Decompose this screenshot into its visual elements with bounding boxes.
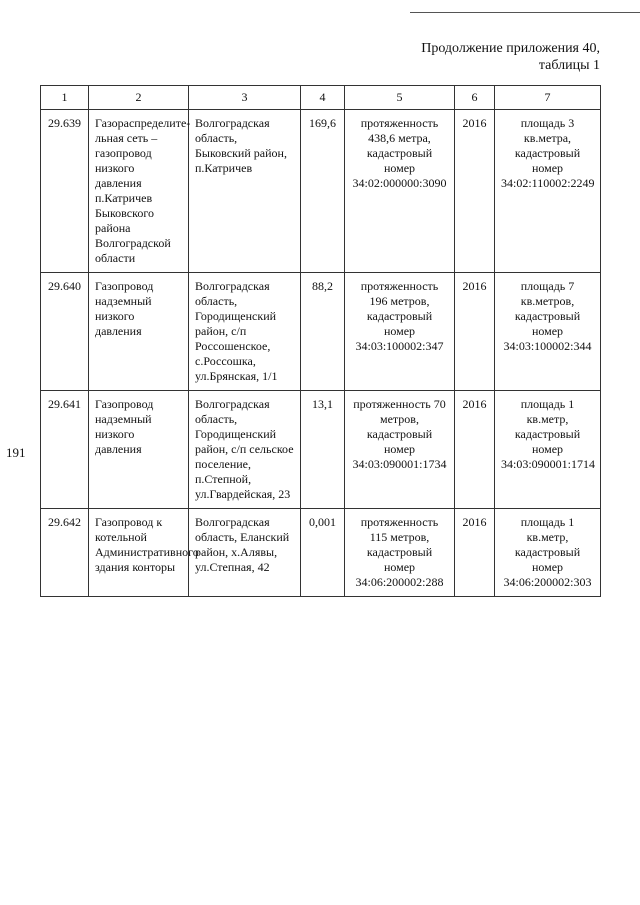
row-number: 29.641 — [41, 391, 89, 509]
top-rule — [410, 12, 640, 13]
col-header-3: 3 — [189, 86, 301, 110]
object-name: Газопровод надземный низкого давления — [89, 273, 189, 391]
land-info: площадь 1 кв.метр, кадастровый номер 34:06:200002:303 — [495, 509, 601, 597]
col-header-2: 2 — [89, 86, 189, 110]
object-year: 2016 — [455, 110, 495, 273]
col-header-4: 4 — [301, 86, 345, 110]
object-value: 13,1 — [301, 391, 345, 509]
object-name: Газопровод надземный низкого давления — [89, 391, 189, 509]
object-year: 2016 — [455, 273, 495, 391]
object-name: Газопровод к котельной Административного здания конторы — [89, 509, 189, 597]
object-address: Волгоградская область, Городищенский район, с/п сельское поселение, п.Степной, ул.Гвардейская, 23 — [189, 391, 301, 509]
heading-line-1: Продолжение приложения 40, — [421, 41, 600, 56]
object-characteristics: протяженность 115 метров, кадастровый номер 34:06:200002:288 — [345, 509, 455, 597]
land-info: площадь 7 кв.метров, кадастровый номер 34:03:100002:344 — [495, 273, 601, 391]
land-info: площадь 3 кв.метра, кадастровый номер 34:02:110002:2249 — [495, 110, 601, 273]
object-value: 0,001 — [301, 509, 345, 597]
row-number: 29.642 — [41, 509, 89, 597]
object-address: Волгоградская область, Еланский район, х.Алявы, ул.Степная, 42 — [189, 509, 301, 597]
table-row — [41, 273, 601, 391]
page-number: 191 — [6, 445, 26, 460]
object-year: 2016 — [455, 509, 495, 597]
table-row — [41, 110, 601, 273]
object-address: Волгоградская область, Быковский район, п.Катричев — [189, 110, 301, 273]
object-name: Газораспределите-льная сеть – газопровод низкого давления п.Катричев Быковского района Волгоградской области — [89, 110, 189, 273]
heading-line-2: таблицы 1 — [538, 58, 600, 73]
object-characteristics: протяженность 70 метров, кадастровый номер 34:03:090001:1734 — [345, 391, 455, 509]
table-heading — [40, 40, 600, 74]
col-header-5: 5 — [345, 86, 455, 110]
object-year: 2016 — [455, 391, 495, 509]
table-row — [41, 391, 601, 509]
col-header-6: 6 — [455, 86, 495, 110]
col-header-1: 1 — [41, 86, 89, 110]
object-address: Волгоградская область, Городищенский район, с/п Россошенское, с.Россошка, ул.Брянская, 1/1 — [189, 273, 301, 391]
object-value: 169,6 — [301, 110, 345, 273]
object-value: 88,2 — [301, 273, 345, 391]
row-number: 29.639 — [41, 110, 89, 273]
col-header-7: 7 — [495, 86, 601, 110]
table-row — [41, 509, 601, 597]
object-characteristics: протяженность 438,6 метра, кадастровый номер 34:02:000000:3090 — [345, 110, 455, 273]
row-number: 29.640 — [41, 273, 89, 391]
header-row — [41, 86, 601, 110]
land-info: площадь 1 кв.метр, кадастровый номер 34:03:090001:1714 — [495, 391, 601, 509]
property-table — [40, 85, 601, 597]
object-characteristics: протяженность 196 метров, кадастровый номер 34:03:100002:347 — [345, 273, 455, 391]
